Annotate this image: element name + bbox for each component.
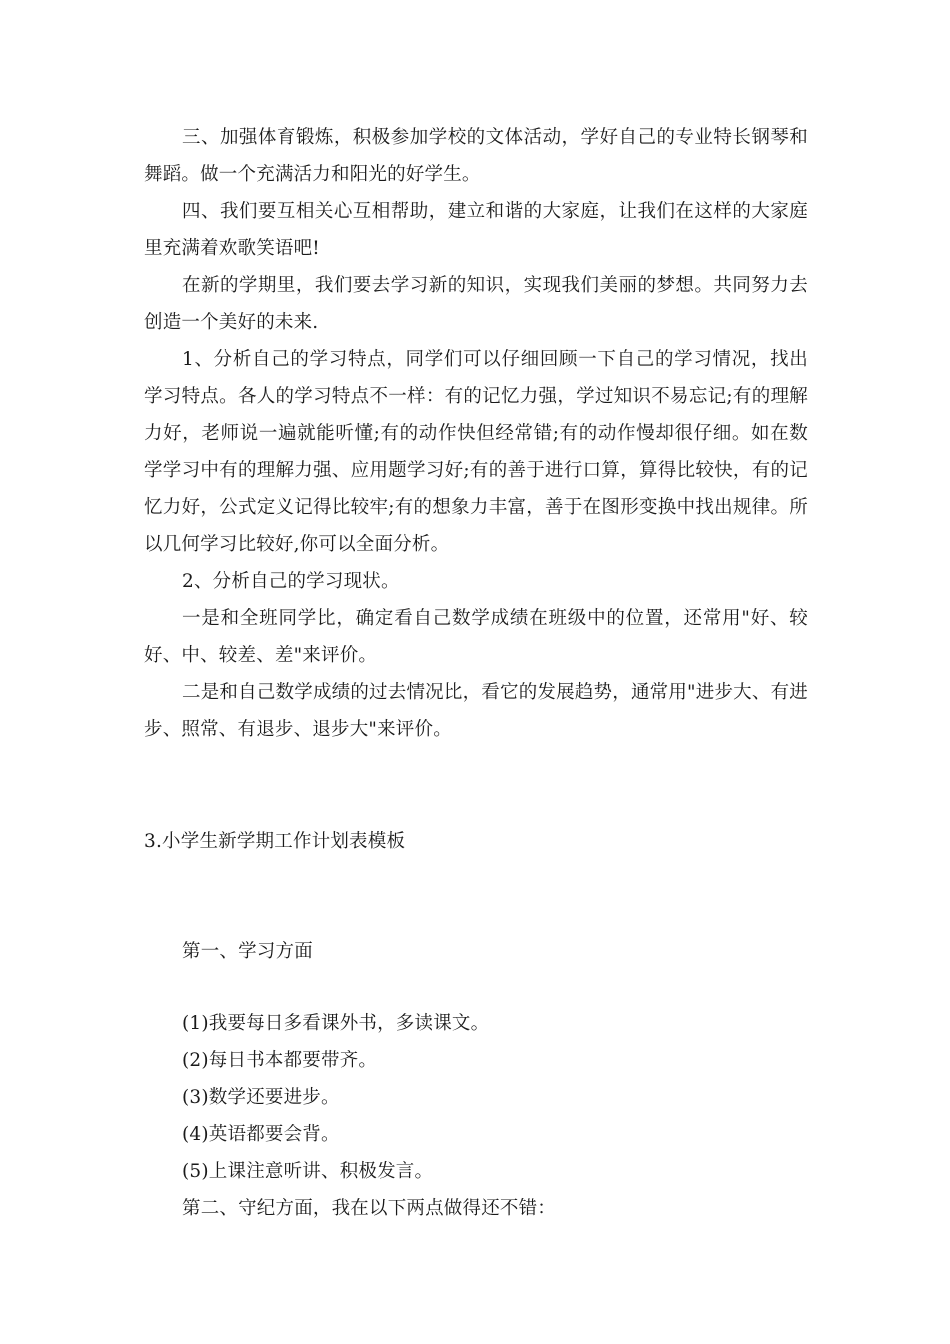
paragraph-compare-past: 二是和自己数学成绩的过去情况比，看它的发展趋势，通常用"进步大、有进步、照常、有退步、退步大"来评价。 <box>144 682 808 740</box>
study-item: (3)数学还要进步。 <box>182 1087 340 1108</box>
paragraph-new-semester: 在新的学期里，我们要去学习新的知识，实现我们美丽的梦想。共同努力去创造一个美好的未来. <box>144 275 808 333</box>
study-item: (2)每日书本都要带齐。 <box>182 1050 378 1071</box>
paragraph-learning-status: 2、分析自己的学习现状。 <box>182 571 400 592</box>
study-item: (5)上课注意听讲、积极发言。 <box>182 1161 434 1182</box>
paragraph-learning-traits: 1、分析自己的学习特点，同学们可以仔细回顾一下自己的学习情况，找出学习特点。各人的学习特点不一样：有的记忆力强，学过知识不易忘记;有的理解力好，老师说一遍就能听懂;有的动作快但经常错;有的动作慢却很仔细。如在数学学习中有的理解力强、应用题学习好;有的善于进行口算，算得比较快，有的记忆力好，公式定义记得比较牢;有的想象力丰富，善于在图形变换中找出规律。所以几何学习比较好,你可以全面分析。 <box>144 349 808 555</box>
study-item: (4)英语都要会背。 <box>182 1124 340 1145</box>
paragraph-family: 四、我们要互相关心互相帮助，建立和谐的大家庭，让我们在这样的大家庭里充满着欢歌笑语吧! <box>144 201 808 259</box>
study-item: (1)我要每日多看课外书，多读课文。 <box>182 1013 490 1034</box>
study-heading: 第一、学习方面 <box>182 941 313 962</box>
paragraph-compare-class: 一是和全班同学比，确定看自己数学成绩在班级中的位置，还常用"好、较好、中、较差、差"来评价。 <box>144 608 808 666</box>
discipline-heading: 第二、守纪方面，我在以下两点做得还不错： <box>182 1198 557 1219</box>
paragraph-sports: 三、加强体育锻炼，积极参加学校的文体活动，学好自己的专业特长钢琴和舞蹈。做一个充满活力和阳光的好学生。 <box>144 127 808 185</box>
section-title: 3.小学生新学期工作计划表模板 <box>144 831 406 852</box>
